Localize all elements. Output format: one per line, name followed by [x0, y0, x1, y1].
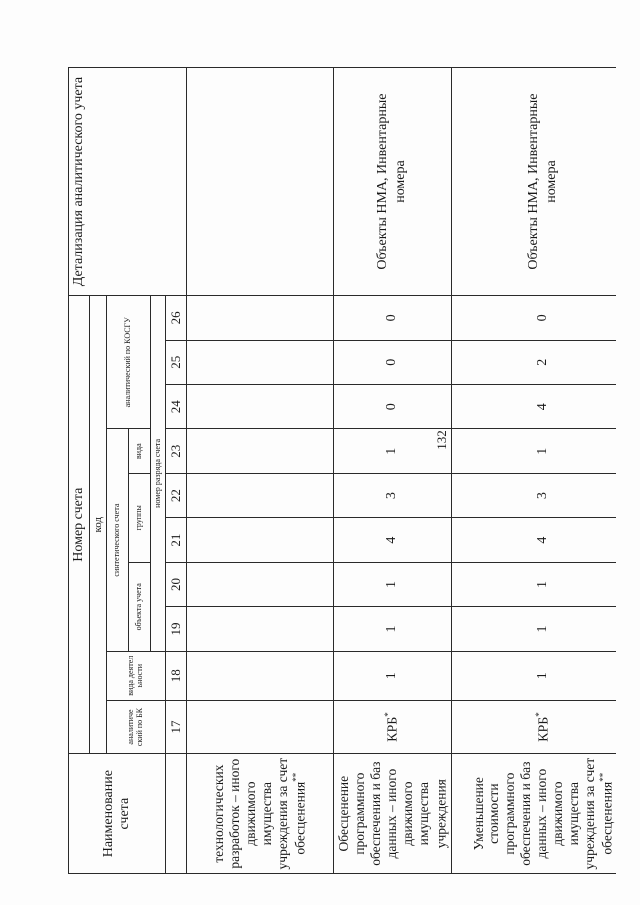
header-account-name: Наименование счета	[69, 754, 166, 874]
header-analytical-by-bk: аналитиче ский по БК	[107, 700, 166, 754]
digit-cell: 4	[451, 385, 616, 429]
digit-cell: 1	[334, 607, 452, 651]
digit-cell	[187, 607, 334, 651]
header-analytical-kosgu: аналитический по КОСГУ	[107, 296, 151, 429]
digit-number-25: 25	[166, 340, 187, 384]
digit-cell: 1	[451, 562, 616, 606]
digit-cell: 3	[334, 473, 452, 517]
header-account-object: объекта учета	[129, 562, 151, 651]
header-blank-cell	[166, 754, 187, 874]
header-code: код	[90, 296, 107, 754]
digit-number-24: 24	[166, 385, 187, 429]
digit-cell: 4	[451, 518, 616, 562]
digit-number-17: 17	[166, 700, 187, 754]
rotated-page	[68, 67, 616, 874]
digit-cell: 0	[451, 296, 616, 340]
digit-cell: 0	[334, 296, 452, 340]
table-row	[334, 68, 452, 874]
account-name-cell: Уменьшение стоимости программного обеспечения и баз данных – иного движимого имущества учреждения за счет обесценения**	[451, 754, 616, 874]
header-synthetic-account: синтетического счета	[107, 429, 129, 651]
header-digit-number: номер разряда счета	[151, 296, 166, 652]
header-activity-type: вида деятел ьности	[107, 651, 166, 700]
digit-cell	[187, 562, 334, 606]
header-analytical-detail: Детализация аналитического учета	[69, 68, 187, 296]
page-number: 132	[434, 430, 449, 450]
digit-cell	[187, 296, 334, 340]
code-cell	[187, 700, 334, 754]
digit-number-26: 26	[166, 296, 187, 340]
digit-cell	[187, 429, 334, 473]
header-kind: вида	[129, 429, 151, 473]
digit-cell	[187, 340, 334, 384]
table-row	[187, 68, 334, 874]
detail-cell	[187, 68, 334, 296]
digit-number-18: 18	[166, 651, 187, 700]
code-cell: КРБ*	[334, 700, 452, 754]
digit-cell: 1	[451, 651, 616, 700]
digit-cell: 1	[451, 429, 616, 473]
header-account-number: Номер счета	[69, 296, 90, 754]
table-row	[451, 68, 616, 874]
digit-number-19: 19	[166, 607, 187, 651]
digit-number-21: 21	[166, 518, 187, 562]
digit-cell: 0	[334, 385, 452, 429]
digit-cell: 3	[451, 473, 616, 517]
account-name-cell: Обесценение программного обеспечения и баз данных – иного движимого имущества учреждения	[334, 754, 452, 874]
digit-cell: 0	[334, 340, 452, 384]
digit-cell: 1	[451, 607, 616, 651]
detail-cell: Объекты НМА, Инвентарные номера	[334, 68, 452, 296]
digit-number-20: 20	[166, 562, 187, 606]
header-group: группы	[129, 473, 151, 562]
digit-number-22: 22	[166, 473, 187, 517]
digit-cell	[187, 651, 334, 700]
digit-cell: 1	[334, 429, 452, 473]
account-name-cell: технологических разработок – иного движимого имущества учреждения за счет обесценения**	[187, 754, 334, 874]
digit-cell: 4	[334, 518, 452, 562]
digit-cell: 1	[334, 562, 452, 606]
digit-number-23: 23	[166, 429, 187, 473]
digit-cell: 1	[334, 651, 452, 700]
detail-cell: Объекты НМА, Инвентарные номера	[451, 68, 616, 296]
account-table	[68, 67, 616, 874]
digit-cell: 2	[451, 340, 616, 384]
code-cell: КРБ*	[451, 700, 616, 754]
digit-cell	[187, 473, 334, 517]
digit-cell	[187, 385, 334, 429]
digit-cell	[187, 518, 334, 562]
